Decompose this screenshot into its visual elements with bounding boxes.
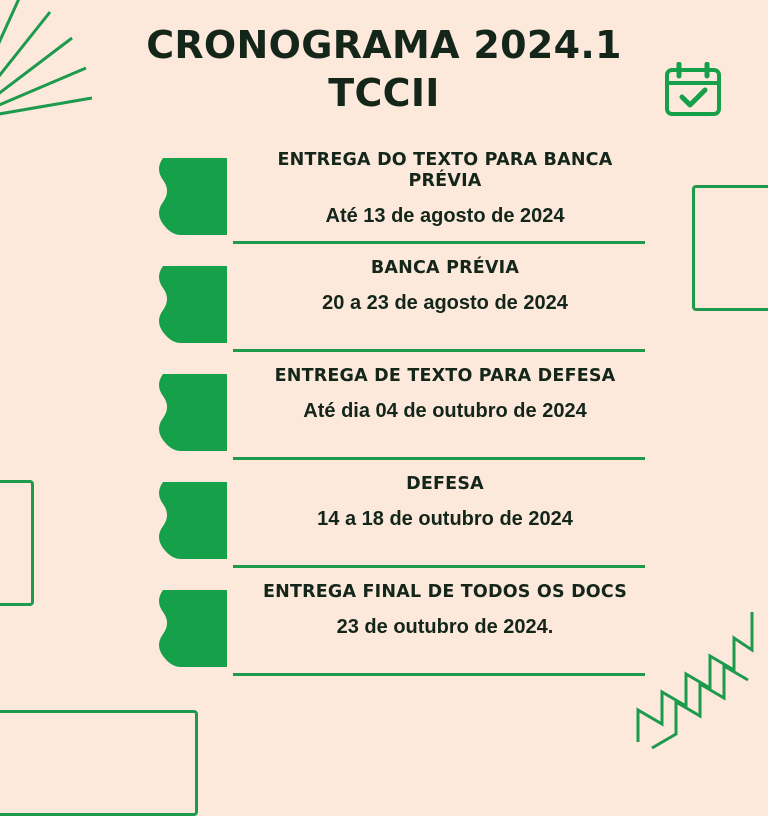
item-underline bbox=[233, 457, 645, 460]
item-text bbox=[235, 366, 645, 423]
item-label: ENTREGA DO TEXTO PARA BANCA PRÉVIA bbox=[277, 150, 613, 191]
item-underline bbox=[233, 565, 645, 568]
page-title-line1: CRONOGRAMA 2024.1 bbox=[146, 23, 622, 67]
item-underline bbox=[233, 349, 645, 352]
item-text bbox=[235, 582, 645, 639]
item-date: 14 a 18 de outubro de 2024 bbox=[317, 508, 573, 530]
decorative-rectangle-left bbox=[0, 480, 34, 606]
item-label: ENTREGA DE TEXTO PARA DEFESA bbox=[274, 366, 616, 386]
item-underline bbox=[233, 673, 645, 676]
green-blob-shape bbox=[155, 368, 235, 456]
list-item bbox=[155, 362, 645, 466]
decorative-rectangle-bottom bbox=[0, 710, 198, 816]
page-title-line2: TCCII bbox=[328, 70, 440, 115]
schedule-list bbox=[155, 146, 645, 686]
item-date: 23 de outubro de 2024. bbox=[336, 616, 554, 638]
green-blob-shape bbox=[155, 476, 235, 564]
list-item bbox=[155, 470, 645, 574]
item-date: Até dia 04 de outubro de 2024 bbox=[303, 400, 587, 422]
item-label: ENTREGA FINAL DE TODOS OS DOCS bbox=[262, 582, 628, 602]
item-text bbox=[235, 258, 645, 315]
calendar-check-icon bbox=[664, 62, 722, 118]
list-item bbox=[155, 578, 645, 682]
item-underline bbox=[233, 241, 645, 244]
page-header bbox=[0, 22, 768, 117]
item-text bbox=[235, 474, 645, 531]
green-blob-shape bbox=[155, 152, 235, 240]
item-label: BANCA PRÉVIA bbox=[370, 258, 520, 278]
zigzag-icon bbox=[628, 592, 758, 752]
list-item bbox=[155, 254, 645, 358]
item-text bbox=[235, 150, 645, 228]
item-date: Até 13 de agosto de 2024 bbox=[325, 205, 565, 227]
item-date: 20 a 23 de agosto de 2024 bbox=[322, 292, 568, 314]
green-blob-shape bbox=[155, 260, 235, 348]
green-blob-shape bbox=[155, 584, 235, 672]
decorative-rectangle-right bbox=[692, 185, 768, 311]
list-item bbox=[155, 146, 645, 250]
item-label: DEFESA bbox=[406, 474, 484, 494]
